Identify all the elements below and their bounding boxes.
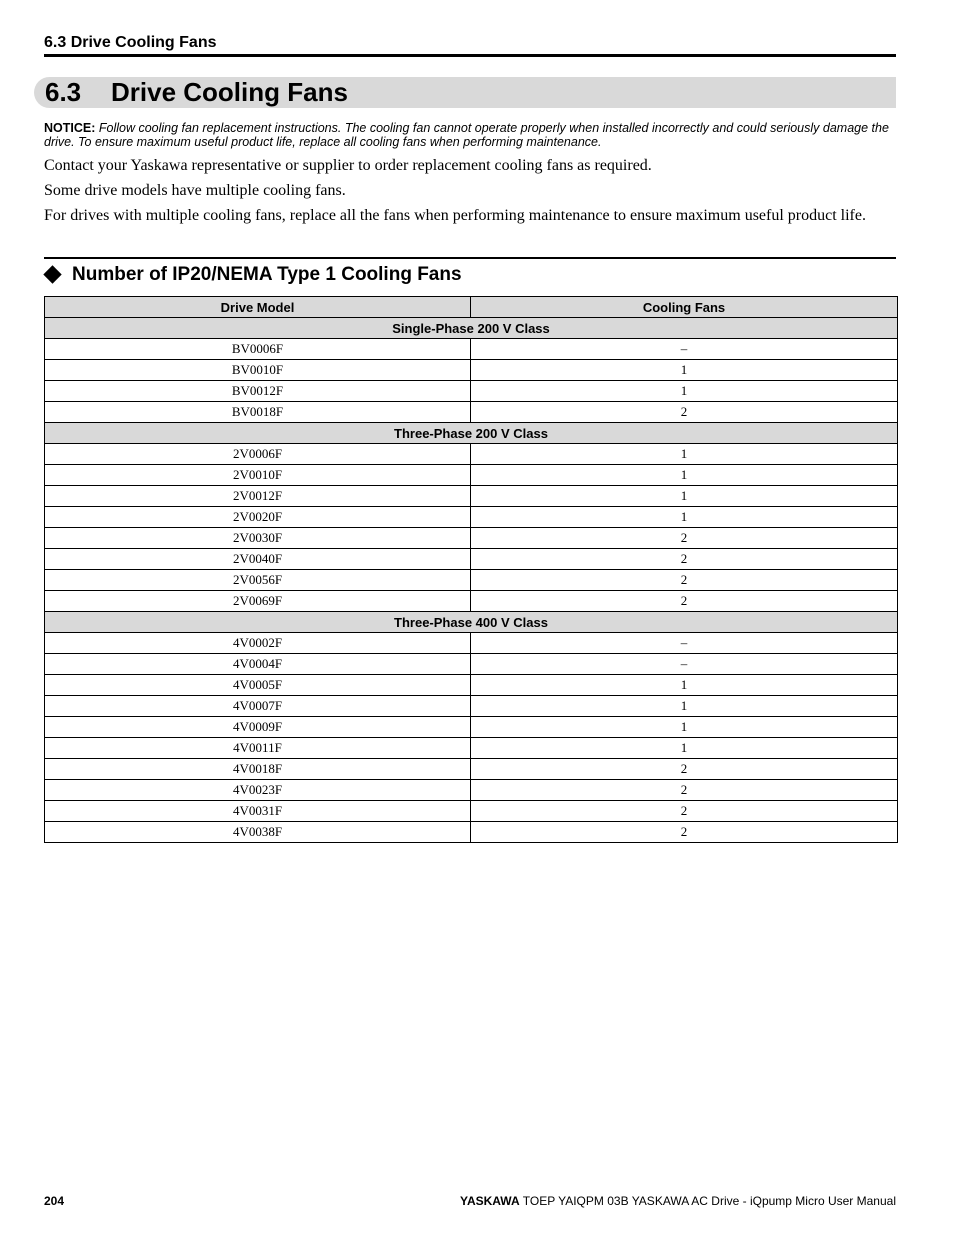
- drive-model-cell: 2V0006F: [45, 444, 471, 465]
- cooling-fans-cell: 2: [471, 528, 898, 549]
- table-row: [45, 444, 898, 465]
- drive-model-cell: 2V0010F: [45, 465, 471, 486]
- cooling-fans-cell: 2: [471, 570, 898, 591]
- table-row: [45, 570, 898, 591]
- cooling-fans-cell: 1: [471, 381, 898, 402]
- voltage-class-label: Three-Phase 200 V Class: [45, 423, 898, 444]
- cooling-fans-cell: 2: [471, 549, 898, 570]
- table-header-row: [45, 297, 898, 318]
- drive-model-cell: 4V0005F: [45, 675, 471, 696]
- diamond-bullet-icon: [43, 265, 61, 283]
- table-row: [45, 780, 898, 801]
- drive-model-cell: 2V0020F: [45, 507, 471, 528]
- table-row: [45, 696, 898, 717]
- drive-model-cell: 4V0038F: [45, 822, 471, 843]
- cooling-fans-cell: 2: [471, 822, 898, 843]
- drive-model-cell: 4V0004F: [45, 654, 471, 675]
- subsection-title: Number of IP20/NEMA Type 1 Cooling Fans: [72, 264, 462, 285]
- drive-model-cell: 2V0030F: [45, 528, 471, 549]
- cooling-fans-cell: 1: [471, 717, 898, 738]
- notice-text: Follow cooling fan replacement instructions. The cooling fan cannot operate properly when installed incorrectly and could seriously damage the drive. To ensure maximum useful product life, replace all cooling fans when performing maintenance.: [44, 121, 889, 149]
- voltage-class-label: Three-Phase 400 V Class: [45, 612, 898, 633]
- drive-model-cell: 2V0040F: [45, 549, 471, 570]
- drive-model-cell: 2V0056F: [45, 570, 471, 591]
- cooling-fans-cell: 1: [471, 360, 898, 381]
- notice-label: NOTICE:: [44, 121, 96, 135]
- table-group-row: [45, 612, 898, 633]
- drive-model-cell: 4V0031F: [45, 801, 471, 822]
- cooling-fans-table: [44, 296, 898, 843]
- cooling-fans-cell: –: [471, 339, 898, 360]
- cooling-fans-cell: –: [471, 654, 898, 675]
- table-row: [45, 381, 898, 402]
- cooling-fans-cell: 2: [471, 780, 898, 801]
- table-row: [45, 360, 898, 381]
- drive-model-cell: BV0006F: [45, 339, 471, 360]
- cooling-fans-cell: 2: [471, 801, 898, 822]
- cooling-fans-cell: 1: [471, 507, 898, 528]
- running-head: 6.3 Drive Cooling Fans: [44, 34, 896, 57]
- drive-model-cell: 4V0018F: [45, 759, 471, 780]
- footer-text: TOEP YAIQPM 03B YASKAWA AC Drive - iQpump Micro User Manual: [522, 1194, 896, 1208]
- table-group-row: [45, 318, 898, 339]
- cooling-fans-cell: 2: [471, 759, 898, 780]
- cooling-fans-cell: 1: [471, 444, 898, 465]
- drive-model-cell: 4V0009F: [45, 717, 471, 738]
- paragraph-multiple-fans: Some drive models have multiple cooling fans.: [44, 182, 346, 199]
- table-row: [45, 633, 898, 654]
- drive-model-cell: 4V0002F: [45, 633, 471, 654]
- paragraph-replace-all: For drives with multiple cooling fans, replace all the fans when performing maintenance to ensure maximum useful product life.: [44, 207, 866, 224]
- drive-model-cell: 2V0012F: [45, 486, 471, 507]
- cooling-fans-cell: 2: [471, 402, 898, 423]
- cooling-fans-cell: 1: [471, 486, 898, 507]
- section-number: 6.3: [45, 77, 82, 107]
- table-row: [45, 402, 898, 423]
- table-row: [45, 675, 898, 696]
- table-row: [45, 507, 898, 528]
- table-group-row: [45, 423, 898, 444]
- header-cooling-fans: Cooling Fans: [471, 297, 898, 318]
- drive-model-cell: BV0010F: [45, 360, 471, 381]
- table-row: [45, 339, 898, 360]
- section-title: [34, 77, 896, 108]
- paragraph-contact: Contact your Yaskawa representative or supplier to order replacement cooling fans as required.: [44, 157, 652, 174]
- cooling-fans-cell: 1: [471, 696, 898, 717]
- cooling-fans-cell: 2: [471, 591, 898, 612]
- cooling-fans-cell: –: [471, 633, 898, 654]
- table-row: [45, 486, 898, 507]
- drive-model-cell: 2V0069F: [45, 591, 471, 612]
- footer-brand: YASKAWA: [460, 1194, 520, 1208]
- table-row: [45, 591, 898, 612]
- table-row: [45, 717, 898, 738]
- table-row: [45, 465, 898, 486]
- drive-model-cell: 4V0007F: [45, 696, 471, 717]
- drive-model-cell: BV0012F: [45, 381, 471, 402]
- page-number: 204: [44, 1194, 65, 1208]
- table-row: [45, 549, 898, 570]
- header-drive-model: Drive Model: [45, 297, 471, 318]
- drive-model-cell: 4V0023F: [45, 780, 471, 801]
- table-row: [45, 654, 898, 675]
- voltage-class-label: Single-Phase 200 V Class: [45, 318, 898, 339]
- drive-model-cell: 4V0011F: [45, 738, 471, 759]
- cooling-fans-cell: 1: [471, 738, 898, 759]
- notice: [44, 121, 904, 149]
- table-row: [45, 528, 898, 549]
- table-row: [45, 738, 898, 759]
- subsection-heading: [44, 257, 896, 293]
- table-row: [45, 822, 898, 843]
- footer: [460, 1194, 896, 1208]
- table-row: [45, 759, 898, 780]
- cooling-fans-cell: 1: [471, 465, 898, 486]
- section-title-text: Drive Cooling Fans: [111, 77, 348, 107]
- drive-model-cell: BV0018F: [45, 402, 471, 423]
- cooling-fans-cell: 1: [471, 675, 898, 696]
- table-row: [45, 801, 898, 822]
